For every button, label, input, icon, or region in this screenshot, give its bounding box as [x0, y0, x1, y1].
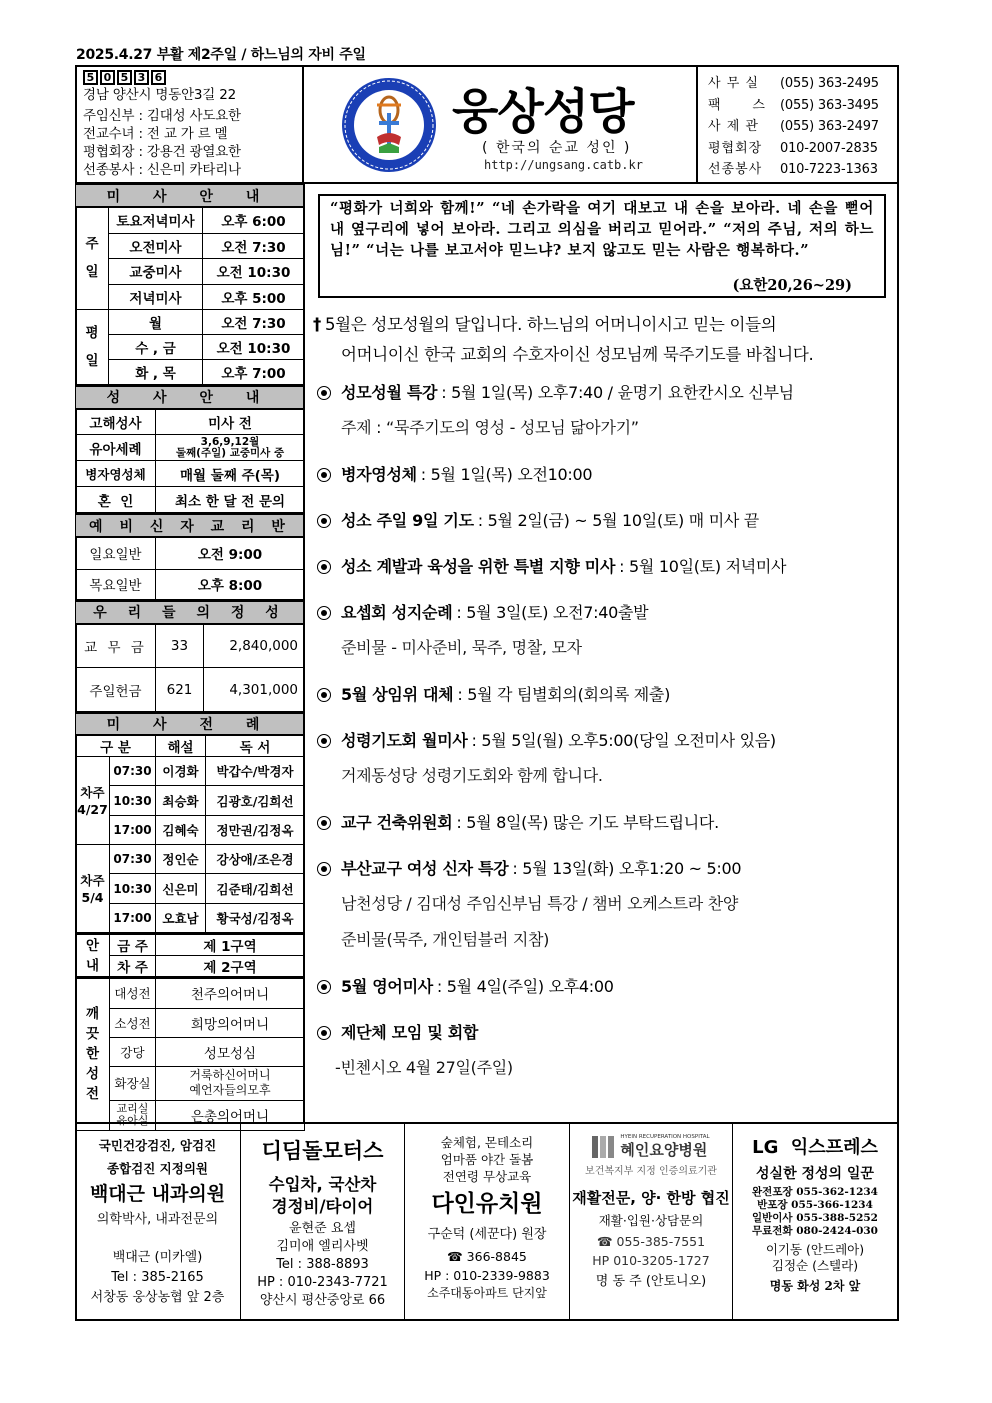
staff-role: 전교수녀: [83, 126, 135, 142]
offering-name: 교 무 금: [76, 624, 156, 668]
advertisement-row: [75, 1122, 899, 1321]
contact-phone: 010-7223-1363: [780, 162, 878, 177]
notice-item: [313, 678, 898, 712]
staff-row: 전교수녀 : 전 교 가 르 멜: [83, 126, 228, 142]
notice-detail: : 5월 5일(월) 오후5:00(당일 오전미사 있음): [471, 731, 776, 750]
staff-name: 김대성 사도요한: [146, 108, 241, 124]
mass-time: 오전 10:30: [203, 258, 305, 284]
readers: 정만권/김정옥: [206, 816, 305, 845]
intro-line: 어머니이신 한국 교회의 수호자이신 성모님께 묵주기도를 바칩니다.: [341, 345, 814, 364]
radio-bullet-icon: [317, 862, 331, 876]
mass-name: 저녁미사: [109, 284, 203, 309]
sacrament-name: 고해성사: [76, 409, 156, 435]
mass-time: 오전 10:30: [203, 334, 305, 359]
notice-item: [313, 458, 898, 492]
section-header: 미 사 안 내: [76, 184, 305, 207]
radio-bullet-icon: [317, 688, 331, 702]
contact-list: [696, 65, 899, 184]
mass-time: 오후 6:00: [203, 207, 305, 233]
notice-sub: -빈첸시오 4월 27일(주일): [335, 1058, 513, 1077]
notice-title: 성소 주일 9일 기도: [341, 511, 474, 530]
column-divider: [303, 183, 305, 1123]
sacrament-value: 매월 둘째 주(목): [156, 461, 305, 487]
cleaning-label: 깨 끗 한 성 전: [76, 978, 110, 1130]
sacrament-name: 혼 인: [76, 487, 156, 513]
zip-digit: 5: [83, 70, 98, 85]
radio-bullet-icon: [317, 514, 331, 528]
section-header: 우 리 들 의 정 성: [76, 601, 305, 624]
contact-row: [708, 159, 897, 181]
left-info-column: [75, 183, 304, 1131]
parish-subtitle: ( 한국의 순교 성인 ): [482, 140, 632, 156]
section-header: 미 사 전 례: [76, 713, 305, 735]
sacrament-value: 3,6,9,12월 둘째(주일) 교중미사 중: [156, 435, 305, 461]
sacrament-name: 유아세례: [76, 435, 156, 461]
mass-time: 오후 7:00: [203, 359, 305, 384]
commentator: 최승화: [156, 786, 206, 816]
readers: 김준태/김희선: [206, 874, 305, 904]
district-guide-table: [75, 933, 305, 977]
mass-time: 10:30: [110, 874, 156, 904]
column-header: 구 분: [76, 735, 156, 757]
mass-name: 수 , 금: [109, 334, 203, 359]
mass-name: 월: [109, 309, 203, 334]
notice-title: 성모성월 특강: [341, 383, 438, 402]
weekday-label: 평일: [76, 309, 109, 384]
notice-title: 성소 계발과 육성을 위한 특별 지향 미사: [341, 557, 616, 576]
notice-title: 5월 상임위 대체: [341, 685, 454, 704]
offering-amount: 2,840,000: [204, 624, 305, 668]
parish-address: 경남 양산시 명동안3길 22: [83, 87, 237, 103]
radio-bullet-icon: [317, 1026, 331, 1040]
sunday-label: 주일: [76, 207, 109, 309]
notice-item: [313, 596, 898, 666]
notice-item: [313, 504, 898, 538]
ad-clinic: 국민건강검진, 암검진 종합검진 지정의원 백대근 내과의원 의학박사, 내과전문의 백대근 (미카엘) Tel : 385-2165 서창동 웅상농협 앞 2층: [75, 1124, 241, 1321]
offering-count: 33: [156, 624, 204, 668]
class-name: 목요일반: [76, 569, 156, 599]
zip-digit: 6: [151, 70, 166, 85]
commentator: 오효남: [156, 904, 206, 933]
week-name: 금 주: [110, 934, 156, 956]
ad-kindergarten: 숲체험, 몬테소리 엄마품 야간 돌봄 전연령 무상교육 다인유치원 구순덕 (세꾼다) 원장 ☎ 366-8845 HP : 010-2339-9883 소주대동아파트 단지앞: [405, 1124, 570, 1321]
notice-title: 제단체 모임 및 회합: [341, 1023, 479, 1042]
commentator: 신은미: [156, 874, 206, 904]
ad-hospital: HYEIN RECUPERATION HOSPITAL 혜인요양병원 보건복지부 지정 인증의료기관 재활전문, 양· 한방 협진 재활·입원·상담문의 ☎ 055-385-7551 HP 010-3205-1727 명 동 주 (안토니오): [570, 1124, 733, 1321]
staff-name: 전 교 가 르 멜: [146, 126, 228, 142]
staff-row: 선종봉사 : 신은미 카타리나: [83, 162, 241, 178]
masthead: [302, 65, 698, 184]
week-label: 차주 5/4: [76, 845, 110, 933]
mass-time: 17:00: [110, 816, 156, 845]
cleaning-duty-table: [75, 977, 305, 1131]
column-header: 해설: [156, 735, 206, 757]
commentator: 이경화: [156, 757, 206, 786]
notice-sub: 준비물(묵주, 개인텀블러 지참): [341, 930, 550, 949]
contact-row: [708, 116, 897, 138]
notice-title: 병자영성체: [341, 465, 417, 484]
notice-sub: 남천성당 / 김대성 주임신부님 특강 / 챔버 오케스트라 찬양: [341, 894, 739, 913]
mass-time: 07:30: [110, 845, 156, 874]
hospital-logo-icon: [592, 1136, 614, 1158]
parish-name: 웅상성당: [452, 84, 634, 140]
readers: 황국성/김정옥: [206, 904, 305, 933]
mass-time: 오전 7:30: [203, 233, 305, 258]
notice-detail: : 5월 8일(목) 많은 기도 부탁드립니다.: [456, 813, 719, 832]
mass-name: 오전미사: [109, 233, 203, 258]
notice-detail: : 5월 3일(토) 오전7:40출발: [456, 603, 649, 622]
readers: 김광호/김희선: [206, 786, 305, 816]
district-value: 제 2구역: [156, 956, 305, 977]
liturgy-table: [75, 712, 305, 933]
staff-row: 평협회장 : 강용건 광열요한: [83, 144, 241, 160]
radio-bullet-icon: [317, 560, 331, 574]
hospital-logo: HYEIN RECUPERATION HOSPITAL 혜인요양병원: [570, 1134, 732, 1159]
notice-detail: : 5월 1일(목) 오전10:00: [420, 465, 593, 484]
notice-item: [313, 724, 898, 794]
staff-row: 주임신부 : 김대성 사도요한: [83, 108, 241, 124]
place-name: 화장실: [110, 1066, 156, 1100]
place-name: 강당: [110, 1037, 156, 1066]
class-name: 일요일반: [76, 537, 156, 569]
contact-row: [708, 138, 897, 160]
section-header: 예 비 신 자 교 리 반: [76, 514, 305, 537]
group-name: 성모성심: [156, 1037, 305, 1066]
group-name: 희망의어머니: [156, 1008, 305, 1037]
contact-label: 팩 스: [708, 97, 766, 113]
guide-label: 안 내: [76, 934, 110, 977]
zip-digit: 3: [134, 70, 149, 85]
place-name: 대성전: [110, 978, 156, 1008]
offering-amount: 4,301,000: [204, 668, 305, 712]
contact-phone: (055) 363-2495: [780, 76, 879, 91]
readers: 강상애/조은경: [206, 845, 305, 874]
zip-digit: 5: [117, 70, 132, 85]
catechumen-table: [75, 513, 305, 600]
class-time: 오후 8:00: [156, 569, 305, 599]
staff-role: 선종봉사: [83, 162, 135, 178]
contact-label: 사 제 관: [708, 119, 759, 134]
readers: 박갑수/박경자: [206, 757, 305, 786]
class-time: 오전 9:00: [156, 537, 305, 569]
radio-bullet-icon: [317, 468, 331, 482]
notice-item: [313, 970, 898, 1004]
contact-row: [708, 95, 897, 117]
contact-phone: (055) 363-2497: [780, 119, 879, 134]
mass-time: 07:30: [110, 757, 156, 786]
place-name: 소성전: [110, 1008, 156, 1037]
radio-bullet-icon: [317, 816, 331, 830]
contact-row: [708, 73, 897, 95]
notice-sub: 주제 : “묵주기도의 영성 - 성모님 닮아가기”: [341, 418, 639, 437]
notice-sub: 준비물 - 미사준비, 묵주, 명찰, 모자: [341, 638, 582, 657]
sacrament-value: 미사 전: [156, 409, 305, 435]
notice-title: 성령기도회 월미사: [341, 731, 468, 750]
offerings-table: [75, 600, 305, 713]
district-value: 제 1구역: [156, 934, 305, 956]
notice-item: [313, 376, 898, 446]
church-emblem-icon: [339, 75, 439, 175]
commentator: 정인순: [156, 845, 206, 874]
staff-name: 신은미 카타리나: [146, 162, 241, 178]
contact-label: 사 무 실: [708, 76, 759, 91]
notice-detail: : 5월 13일(화) 오후1:20 ~ 5:00: [512, 859, 742, 878]
mass-time: 17:00: [110, 904, 156, 933]
bulletin-date-line: 2025.4.27 부활 제2주일 / 하느님의 자비 주일: [76, 47, 366, 63]
staff-role: 주임신부: [83, 108, 135, 124]
radio-bullet-icon: [317, 734, 331, 748]
notice-sub: 거제동성당 성령기도회와 함께 합니다.: [341, 766, 603, 785]
radio-bullet-icon: [317, 386, 331, 400]
group-name: 천주의어머니: [156, 978, 305, 1008]
column-header: 독 서: [206, 735, 305, 757]
mass-name: 토요저녁미사: [109, 207, 203, 233]
section-header: 성 사 안 내: [76, 386, 305, 409]
radio-bullet-icon: [317, 980, 331, 994]
parish-url[interactable]: http://ungsang.catb.kr: [484, 158, 643, 172]
sacrament-value: 최소 한 달 전 문의: [156, 487, 305, 513]
mass-time: 오후 5:00: [203, 284, 305, 309]
parish-info: [75, 65, 304, 184]
notice-item: [313, 1016, 898, 1086]
mass-name: 화 , 목: [109, 359, 203, 384]
staff-role: 평협회장: [83, 144, 135, 160]
notice-title: 교구 건축위원회: [341, 813, 453, 832]
mass-schedule-table: [75, 183, 305, 385]
gospel-quote-box: [318, 194, 886, 298]
group-name: 은총의어머니: [156, 1100, 305, 1130]
gospel-reference: (요한20,26~29): [732, 277, 852, 294]
contact-label: 선종봉사: [708, 162, 763, 177]
notice-item: [313, 550, 898, 584]
week-label: 차주 4/27: [76, 757, 110, 845]
week-name: 차 주: [110, 956, 156, 977]
ad-motors: 디딤돌모터스 수입차, 국산차 경정비/타이어 윤현준 요셉 김미애 엘리사벳 Tel : 388-8893 HP : 010-2343-7721 양산시 평산중앙로 66: [241, 1124, 405, 1321]
notice-detail: : 5월 10일(토) 저녁미사: [619, 557, 787, 576]
contact-phone: 010-2007-2835: [780, 140, 878, 156]
staff-name: 강용건 광열요한: [146, 144, 241, 160]
radio-bullet-icon: [317, 606, 331, 620]
notice-item: [313, 806, 898, 840]
cross-icon: †: [313, 315, 321, 334]
notice-title: 요셉회 성지순례: [341, 603, 453, 622]
commentator: 김혜숙: [156, 816, 206, 845]
mass-time: 오전 7:30: [203, 309, 305, 334]
group-name: 거룩하신어머니 예언자들의모후: [156, 1066, 305, 1100]
zip-digit: 0: [100, 70, 115, 85]
place-name: 교리실 유아실: [110, 1100, 156, 1130]
notice-detail: : 5월 각 팀별회의(회의록 제출): [457, 685, 671, 704]
notice-detail: : 5월 1일(목) 오후7:40 / 윤명기 요한칸시오 신부님: [441, 383, 794, 402]
notice-title: 5월 영어미사: [341, 977, 433, 996]
gospel-quote: “평화가 너희와 함께!” “네 손가락을 여기 대보고 내 손을 보아라. 네 손을 뻗어 내 옆구리에 넣어 보아라. 그리고 의심을 버리고 믿어라.” “저의 주님, 저의 하느님!” “너는 나를 보고서야 믿느냐? 보지 않고도 믿는 사람은 행복하다.”: [330, 200, 874, 259]
notice-detail: : 5월 4일(주일) 오후4:00: [436, 977, 614, 996]
offering-count: 621: [156, 668, 204, 712]
ad-moving: LG 익스프레스 성실한 정성의 일꾼 완전포장 055-362-1234 반포장 055-366-1234 일반이사 055-388-5252 무료전화 080-2424-030 이기동 (안드레아) 김정순 (스텔라) 명동 화성 2차 앞: [751, 1137, 878, 1293]
mass-time: 10:30: [110, 786, 156, 816]
contact-phone: (055) 363-3495: [780, 97, 879, 113]
notices: [313, 310, 898, 1086]
sacrament-name: 병자영성체: [76, 461, 156, 487]
zip-code: [83, 70, 296, 85]
notice-title: 부산교구 여성 신자 특강: [341, 859, 509, 878]
sacraments-table: [75, 385, 305, 514]
mass-name: 교중미사: [109, 258, 203, 284]
notice-detail: : 5월 2일(금) ~ 5월 10일(토) 매 미사 끝: [477, 511, 759, 530]
offering-name: 주일헌금: [76, 668, 156, 712]
notice-item: [313, 852, 898, 958]
intro-line: † 5월은 성모성월의 달입니다. 하느님의 어머니이시고 믿는 이들의: [313, 315, 777, 334]
contact-label: 평협회장: [708, 140, 763, 156]
